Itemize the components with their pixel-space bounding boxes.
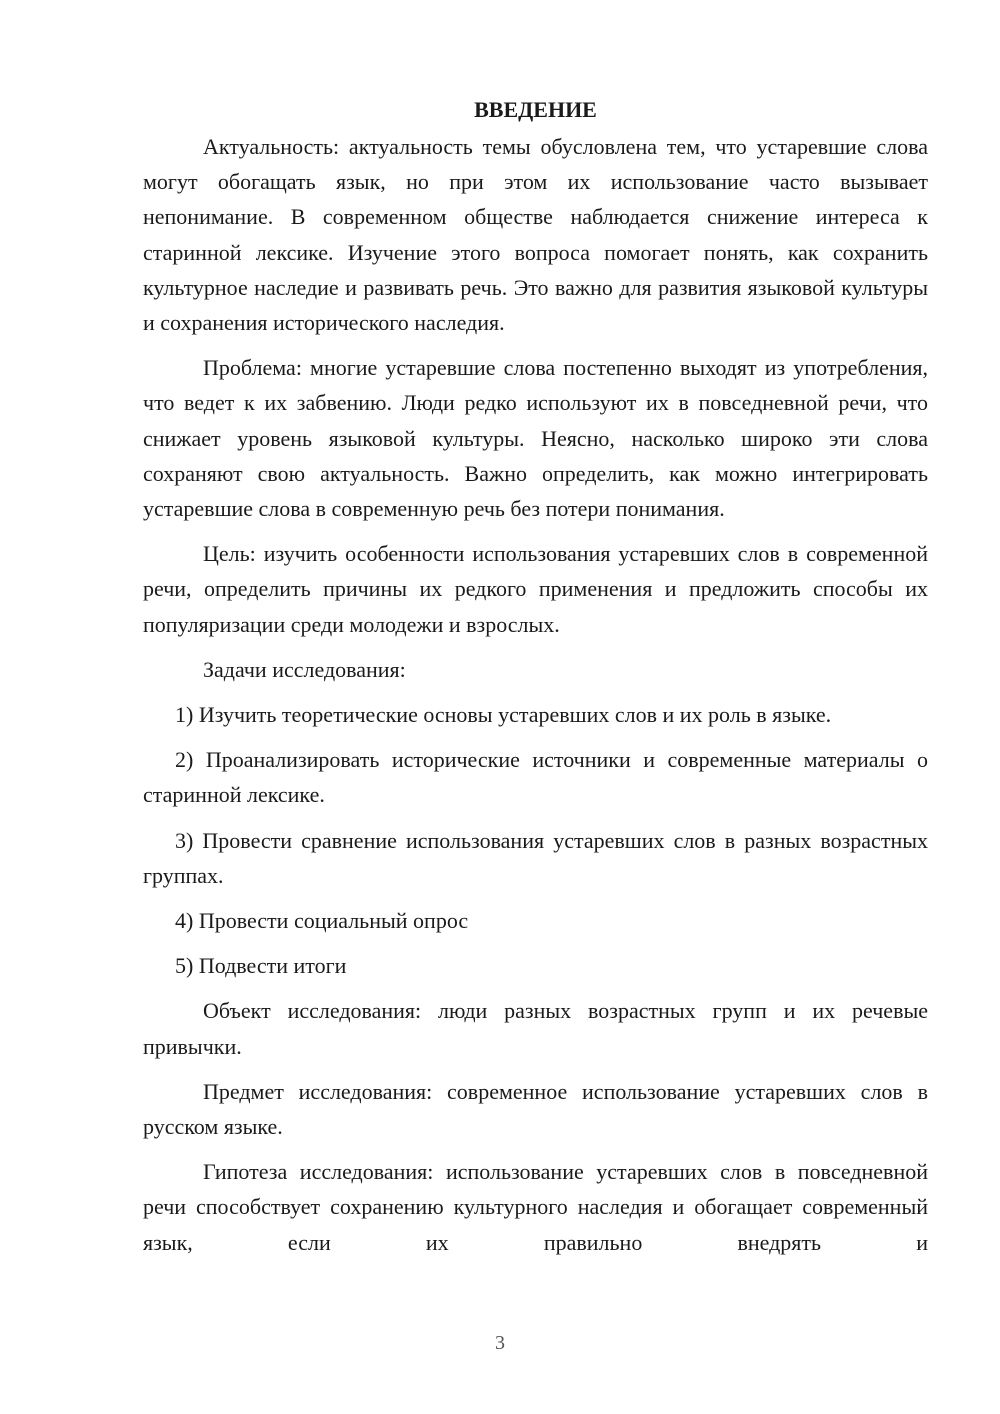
paragraph-object: Объект исследования: люди разных возрастных групп и их речевые привычки.: [143, 998, 928, 1059]
task-item-5: 5) Подвести итоги: [175, 953, 347, 979]
section-title: ВВЕДЕНИЕ: [474, 97, 597, 122]
paragraph-goal: Цель: изучить особенности использования устаревших слов в современной речи, определить причины их редкого применения и предложить способы их популяризации среди молодежи и взрослых.: [143, 541, 928, 637]
paragraph-subject: Предмет исследования: современное использование устаревших слов в русском языке.: [143, 1078, 928, 1140]
paragraph-problem: Проблема: многие устаревшие слова постепенно выходят из употребления, что ведет к их забвению. Люди редко используют их в повседневной речи, что снижает уровень языковой культуры. Неясно, насколько широко эти слова сохраняют свою актуальность. Важно определить, как можно интегрировать устаревшие слова в современную речь без потери понимания.: [143, 355, 928, 522]
document-page: [143, 92, 928, 1270]
paragraph-relevance: Актуальность: актуальность темы обусловлена тем, что устаревшие слова могут обогащать язык, но при этом их использование часто вызывает непонимание. В современном обществе наблюдается снижение интереса к старинной лексике. Изучение этого вопроса помогает понять, как сохранить культурное наследие и развивать речь. Это важно для развития языковой культуры и сохранения исторического наследия.: [143, 134, 928, 336]
task-item-2: 2) Проанализировать исторические источники и современные материалы о старинной лексике.: [143, 747, 928, 808]
paragraph-hypothesis: Гипотеза исследования: использование устаревших слов в повседневной речи способствует сохранению культурного наследия и обогащает современный язык, если их правильно внедрять и: [143, 1159, 928, 1255]
task-item-1: 1) Изучить теоретические основы устаревших слов и их роль в языке.: [175, 702, 832, 728]
task-item-3: 3) Провести сравнение использования устаревших слов в разных возрастных группах.: [143, 827, 928, 888]
page-number: 3: [495, 1332, 505, 1354]
paragraph-tasks-heading: Задачи исследования:: [203, 656, 406, 682]
task-item-4: 4) Провести социальный опрос: [175, 908, 469, 934]
